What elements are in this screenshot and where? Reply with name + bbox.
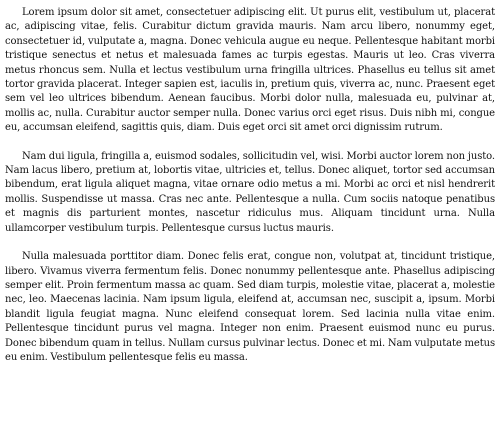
paragraph-1: Lorem ipsum dolor sit amet, consectetuer adipiscing elit. Ut purus elit, vestibulum ut, placerat ac, adipiscing vitae, felis. Curabitur dictum gravida mauris. Nam arcu libero, nonummy eget, consectetuer id, vulputate a, magna. Donec vehicula augue eu neque. Pellentesque habitant morbi tristique senectus et netus et malesuada fames ac turpis egestas. Mauris ut leo. Cras viverra metus rhoncus sem. Nulla et lectus vestibulum urna fringilla ultrices. Phasellus eu tellus sit amet tortor gravida placerat. Integer sapien est, iaculis in, pretium quis, viverra ac, nunc. Praesent eget sem vel leo ultrices bibendum. Aenean faucibus. Morbi dolor nulla, malesuada eu, pulvinar at, mollis ac, nulla. Curabitur auctor semper nulla. Donec varius orci eget risus. Duis nibh mi, congue eu, accumsan eleifend, sagittis quis, diam. Duis eget orci sit amet orci dignissim rutrum. [5,7,495,134]
paragraph-3: Nulla malesuada porttitor diam. Donec felis erat, congue non, volutpat at, tincidunt tristique, libero. Vivamus viverra fermentum felis. Donec nonummy pellentesque ante. Phasellus adipiscing semper elit. Proin fermentum massa ac quam. Sed diam turpis, molestie vitae, placerat a, molestie nec, leo. Maecenas lacinia. Nam ipsum ligula, eleifend at, accumsan nec, suscipit a, ipsum. Morbi blandit ligula feugiat magna. Nunc eleifend consequat lorem. Sed lacinia nulla vitae enim. Pellentesque tincidunt purus vel magna. Integer non enim. Praesent euismod nunc eu purus. Donec bibendum quam in tellus. Nullam cursus pulvinar lectus. Donec et mi. Nam vulputate metus eu enim. Vestibulum pellentesque felis eu massa. [5,251,495,363]
paragraph-2: Nam dui ligula, fringilla a, euismod sodales, sollicitudin vel, wisi. Morbi auctor lorem non justo. Nam lacus libero, pretium at, lobortis vitae, ultricies et, tellus. Donec aliquet, tortor sed accumsan bibendum, erat ligula aliquet magna, vitae ornare odio metus a mi. Morbi ac orci et nisl hendrerit mollis. Suspendisse ut massa. Cras nec ante. Pellentesque a nulla. Cum sociis natoque penatibus et magnis dis parturient montes, nascetur ridiculus mus. Aliquam tincidunt urna. Nulla ullamcorper vestibulum turpis. Pellentesque cursus luctus mauris. [5,150,495,234]
